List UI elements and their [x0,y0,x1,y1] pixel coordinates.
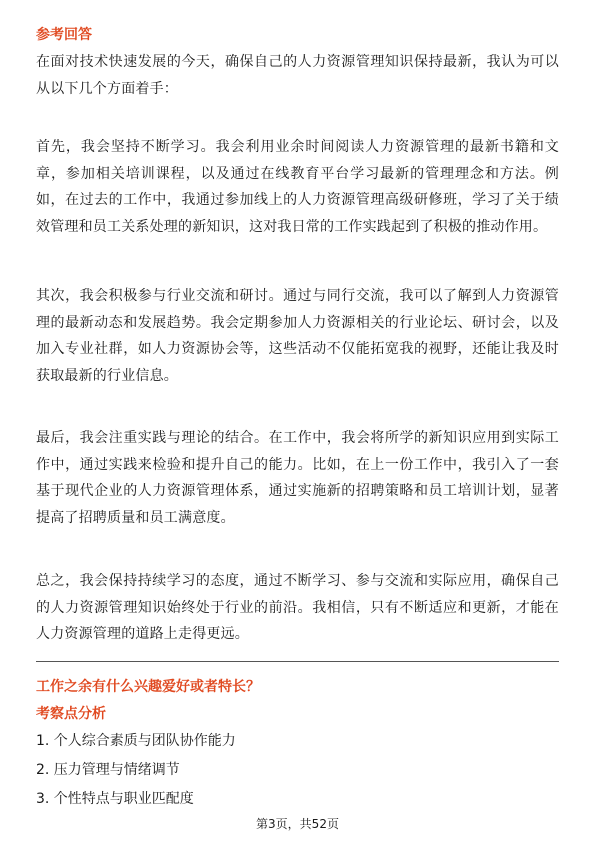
paragraph-first: 首先，我会坚持不断学习。我会利用业余时间阅读人力资源管理的最新书籍和文章，参加相关培训课程，以及通过在线教育平台学习最新的管理理念和方法。例如，在过去的工作中，我通过参加线上的人力资源管理高级研修班，学习了关于绩效管理和员工关系处理的新知识，这对我日常的工作实践起到了积极的推动作用。 [36,139,559,235]
question-heading: 工作之余有什么兴趣爱好或者特长？ [36,679,260,695]
paragraph-second: 其次，我会积极参与行业交流和研讨。通过与同行交流，我可以了解到人力资源管理的最新动态和发展趋势。我会定期参加人力资源相关的行业论坛、研讨会，以及加入专业社群，如人力资源协会等，这些活动不仅能拓宽我的视野，还能让我及时获取最新的行业信息。 [36,288,559,384]
section-divider [36,661,559,662]
reference-answer-heading: 参考回答 [36,27,92,43]
analysis-heading: 考察点分析 [36,706,106,722]
analysis-point: 3. 个性特点与职业匹配度 [36,791,194,807]
analysis-point: 1. 个人综合素质与团队协作能力 [36,733,236,749]
page-number: 第3页，共52页 [256,817,339,831]
paragraph-intro: 在面对技术快速发展的今天，确保自己的人力资源管理知识保持最新，我认为可以从以下几个方面着手： [36,54,559,97]
paragraph-last: 最后，我会注重实践与理论的结合。在工作中，我会将所学的新知识应用到实际工作中，通过实践来检验和提升自己的能力。比如，在上一份工作中，我引入了一套基于现代企业的人力资源管理体系，通过实施新的招聘策略和员工培训计划，显著提高了招聘质量和员工满意度。 [36,430,559,526]
paragraph-conclusion: 总之，我会保持持续学习的态度，通过不断学习、参与交流和实际应用，确保自己的人力资源管理知识始终处于行业的前沿。我相信，只有不断适应和更新，才能在人力资源管理的道路上走得更远。 [36,573,559,642]
analysis-point: 2. 压力管理与情绪调节 [36,762,180,778]
